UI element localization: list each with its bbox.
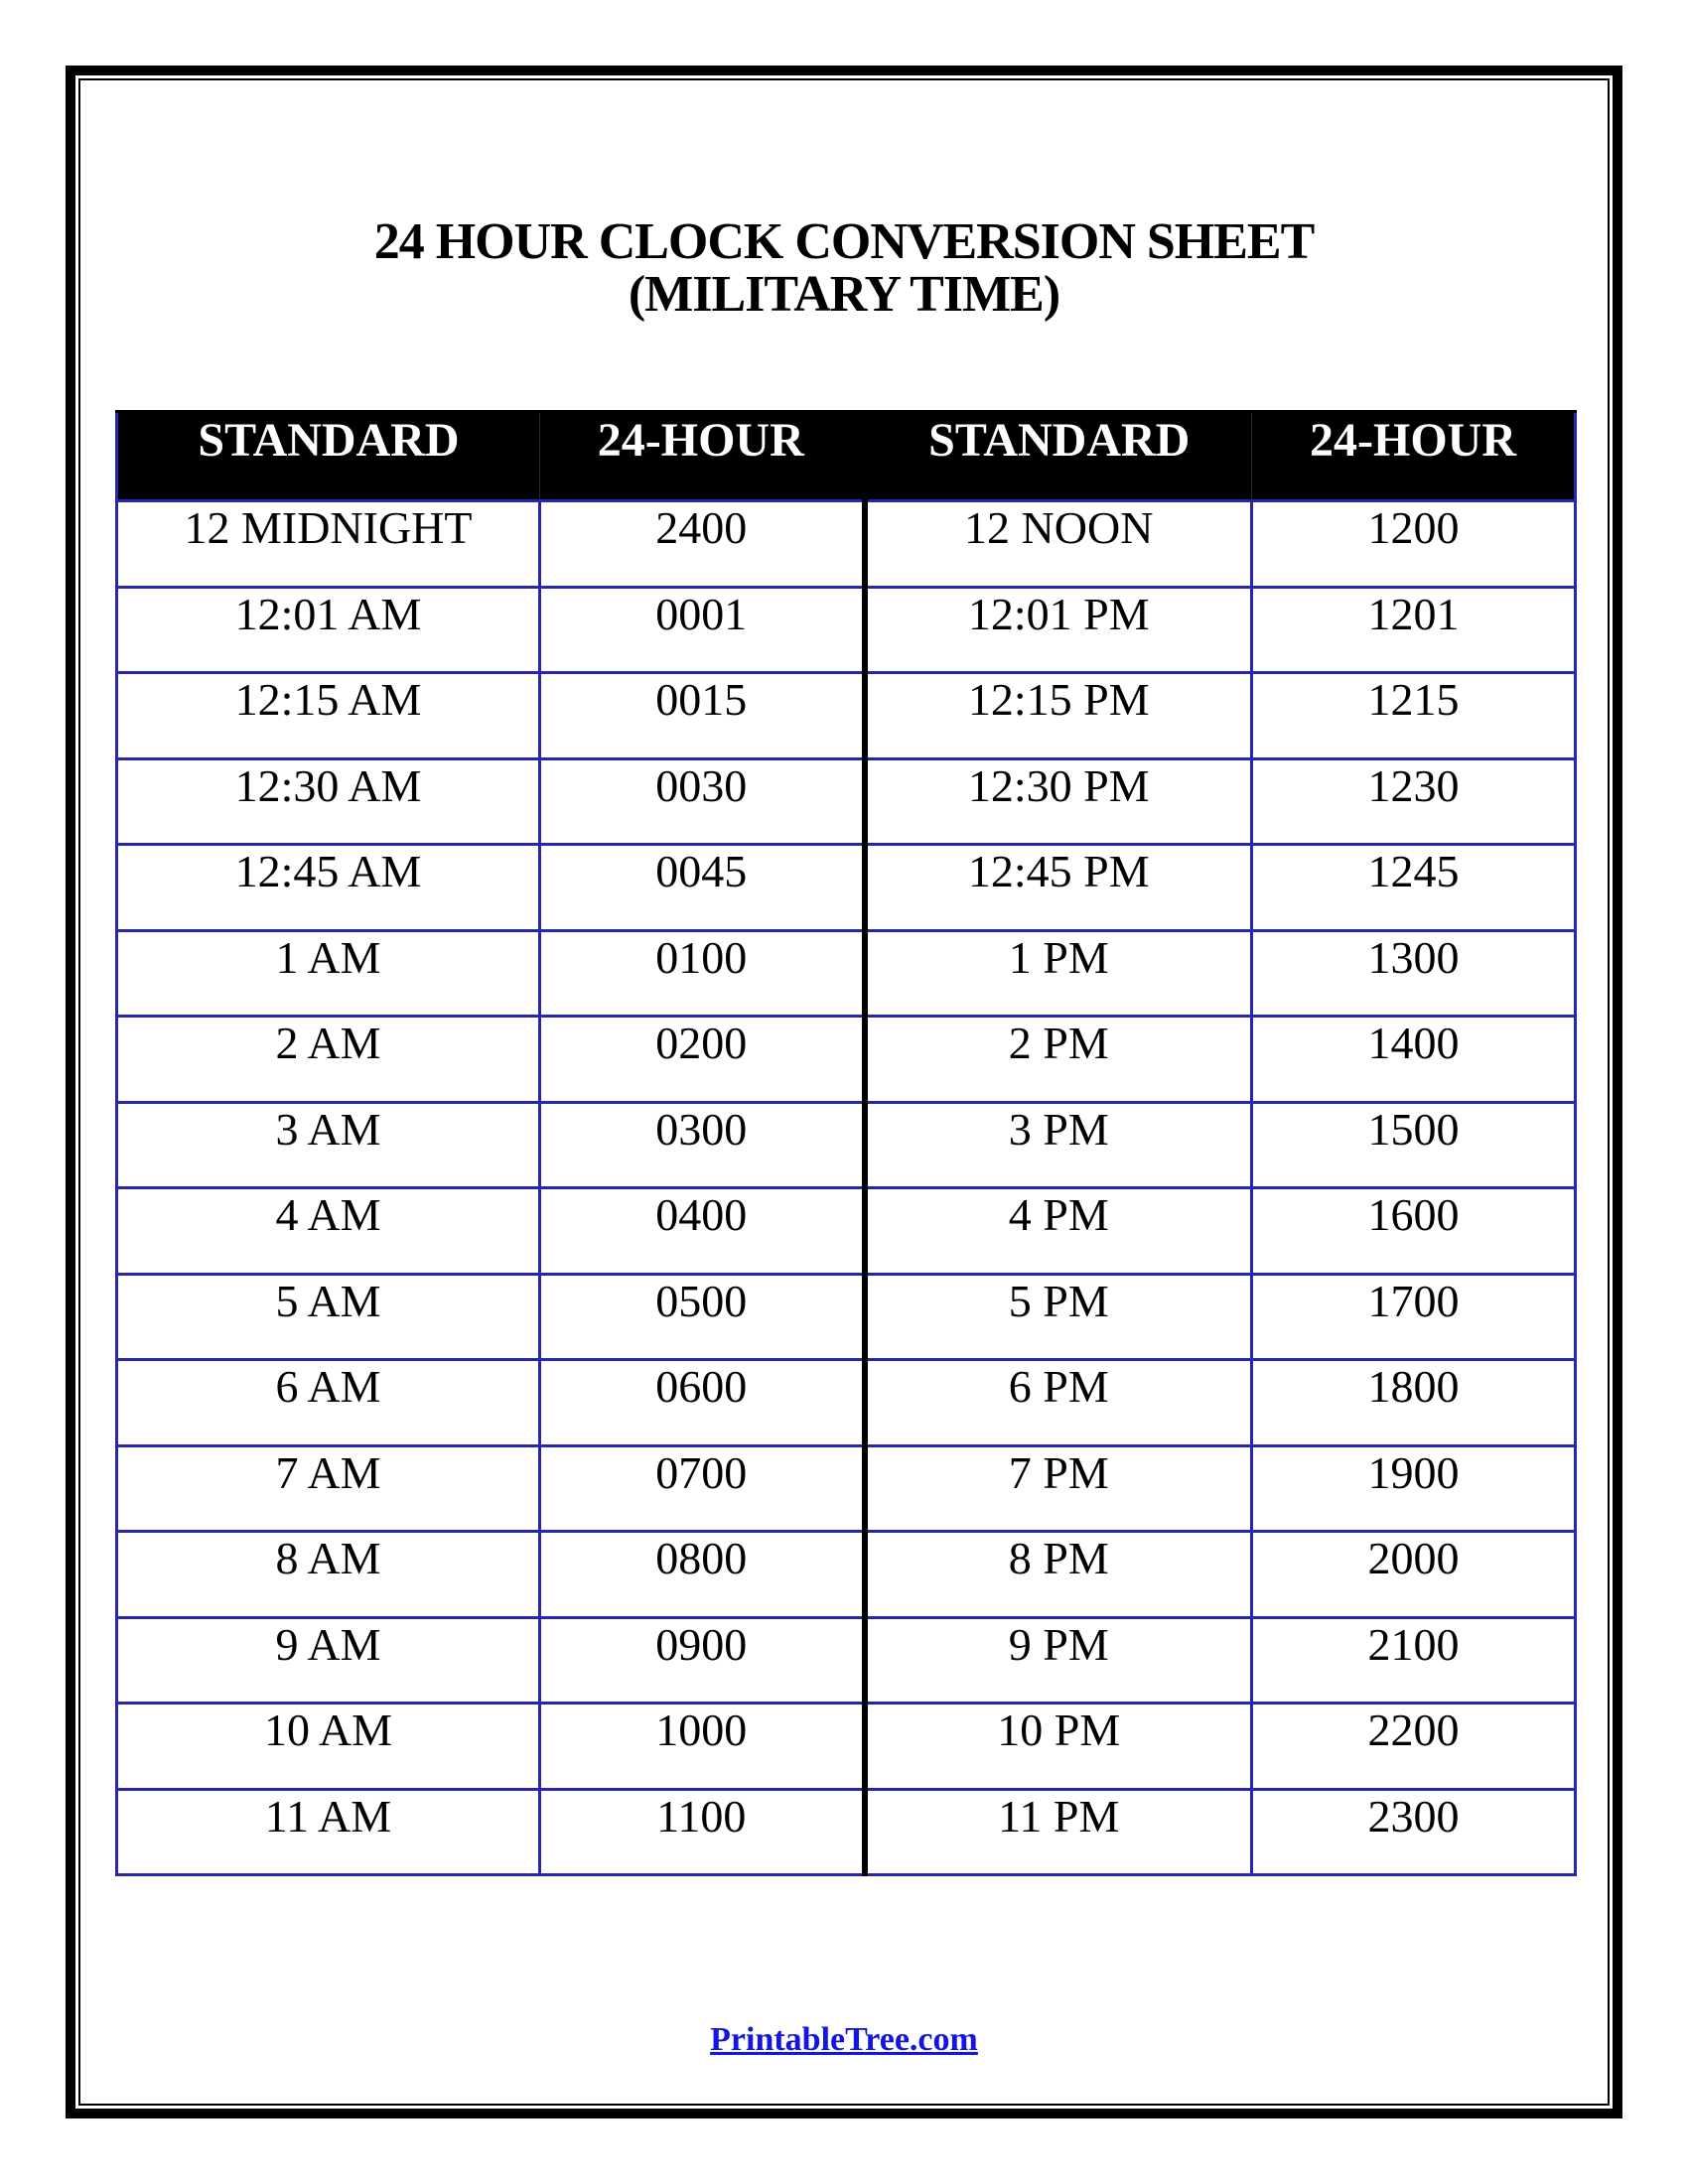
- standard-time-cell: 12:01 PM: [865, 587, 1252, 673]
- military-time-cell: 2300: [1252, 1789, 1576, 1875]
- table-row: [117, 587, 1576, 673]
- standard-time-cell: 6 AM: [117, 1360, 540, 1446]
- table-row: [117, 1532, 1576, 1618]
- military-time-cell: 1900: [1252, 1445, 1576, 1532]
- standard-time-cell: 12:30 AM: [117, 758, 540, 845]
- standard-time-cell: 4 PM: [865, 1188, 1252, 1275]
- standard-time-cell: 12 MIDNIGHT: [117, 501, 540, 588]
- table-row: [117, 758, 1576, 845]
- standard-time-cell: 2 AM: [117, 1017, 540, 1103]
- table-row: [117, 1789, 1576, 1875]
- military-time-cell: 0500: [540, 1274, 865, 1360]
- military-time-cell: 1230: [1252, 758, 1576, 845]
- standard-time-cell: 11 AM: [117, 1789, 540, 1875]
- military-time-cell: 0800: [540, 1532, 865, 1618]
- title-line-2: (MILITARY TIME): [628, 266, 1060, 323]
- military-time-cell: 1600: [1252, 1188, 1576, 1275]
- military-time-cell: 2100: [1252, 1617, 1576, 1704]
- military-time-cell: 1200: [1252, 501, 1576, 588]
- standard-time-cell: 4 AM: [117, 1188, 540, 1275]
- military-time-cell: 1100: [540, 1789, 865, 1875]
- table-row: [117, 1102, 1576, 1188]
- standard-time-cell: 12:15 AM: [117, 673, 540, 759]
- military-time-cell: 0300: [540, 1102, 865, 1188]
- table-row: [117, 1704, 1576, 1790]
- document-title: [0, 215, 1688, 321]
- table-row: [117, 501, 1576, 588]
- military-time-cell: 1245: [1252, 845, 1576, 931]
- military-time-cell: 1400: [1252, 1017, 1576, 1103]
- standard-time-cell: 9 PM: [865, 1617, 1252, 1704]
- standard-time-cell: 1 PM: [865, 930, 1252, 1017]
- military-time-cell: 0700: [540, 1445, 865, 1532]
- standard-time-cell: 10 PM: [865, 1704, 1252, 1790]
- standard-time-cell: 12:45 PM: [865, 845, 1252, 931]
- military-time-cell: 1000: [540, 1704, 865, 1790]
- military-time-cell: 1300: [1252, 930, 1576, 1017]
- military-time-cell: 0045: [540, 845, 865, 931]
- military-time-cell: 2400: [540, 501, 865, 588]
- standard-time-cell: 5 AM: [117, 1274, 540, 1360]
- standard-time-cell: 3 AM: [117, 1102, 540, 1188]
- header-standard-left: STANDARD: [117, 412, 540, 501]
- title-line-1: 24 HOUR CLOCK CONVERSION SHEET: [373, 213, 1315, 270]
- standard-time-cell: 3 PM: [865, 1102, 1252, 1188]
- standard-time-cell: 1 AM: [117, 930, 540, 1017]
- standard-time-cell: 12:45 AM: [117, 845, 540, 931]
- military-time-cell: 0900: [540, 1617, 865, 1704]
- table-row: [117, 930, 1576, 1017]
- standard-time-cell: 6 PM: [865, 1360, 1252, 1446]
- standard-time-cell: 7 PM: [865, 1445, 1252, 1532]
- military-time-cell: 2000: [1252, 1532, 1576, 1618]
- military-time-cell: 1800: [1252, 1360, 1576, 1446]
- standard-time-cell: 10 AM: [117, 1704, 540, 1790]
- table-row: [117, 1274, 1576, 1360]
- military-time-cell: 0015: [540, 673, 865, 759]
- header-standard-right: STANDARD: [865, 412, 1252, 501]
- footer: [0, 2021, 1688, 2059]
- military-time-cell: 1500: [1252, 1102, 1576, 1188]
- military-time-cell: 0001: [540, 587, 865, 673]
- military-time-cell: 2200: [1252, 1704, 1576, 1790]
- header-row: [117, 412, 1576, 501]
- military-time-cell: 0100: [540, 930, 865, 1017]
- standard-time-cell: 11 PM: [865, 1789, 1252, 1875]
- military-time-cell: 0200: [540, 1017, 865, 1103]
- header-24hour-left: 24-HOUR: [540, 412, 865, 501]
- military-time-cell: 0600: [540, 1360, 865, 1446]
- military-time-cell: 0030: [540, 758, 865, 845]
- standard-time-cell: 8 PM: [865, 1532, 1252, 1618]
- standard-time-cell: 7 AM: [117, 1445, 540, 1532]
- standard-time-cell: 12:30 PM: [865, 758, 1252, 845]
- conversion-table: [115, 410, 1577, 1876]
- table-row: [117, 845, 1576, 931]
- military-time-cell: 1700: [1252, 1274, 1576, 1360]
- standard-time-cell: 5 PM: [865, 1274, 1252, 1360]
- printabletree-link[interactable]: PrintableTree.com: [710, 2021, 978, 2058]
- table-row: [117, 1617, 1576, 1704]
- table-row: [117, 1017, 1576, 1103]
- military-time-cell: 1201: [1252, 587, 1576, 673]
- standard-time-cell: 12:15 PM: [865, 673, 1252, 759]
- standard-time-cell: 2 PM: [865, 1017, 1252, 1103]
- table-row: [117, 1188, 1576, 1275]
- table-row: [117, 1360, 1576, 1446]
- standard-time-cell: 9 AM: [117, 1617, 540, 1704]
- table-row: [117, 673, 1576, 759]
- standard-time-cell: 8 AM: [117, 1532, 540, 1618]
- military-time-cell: 1215: [1252, 673, 1576, 759]
- military-time-cell: 0400: [540, 1188, 865, 1275]
- header-24hour-right: 24-HOUR: [1252, 412, 1576, 501]
- table-row: [117, 1445, 1576, 1532]
- standard-time-cell: 12 NOON: [865, 501, 1252, 588]
- standard-time-cell: 12:01 AM: [117, 587, 540, 673]
